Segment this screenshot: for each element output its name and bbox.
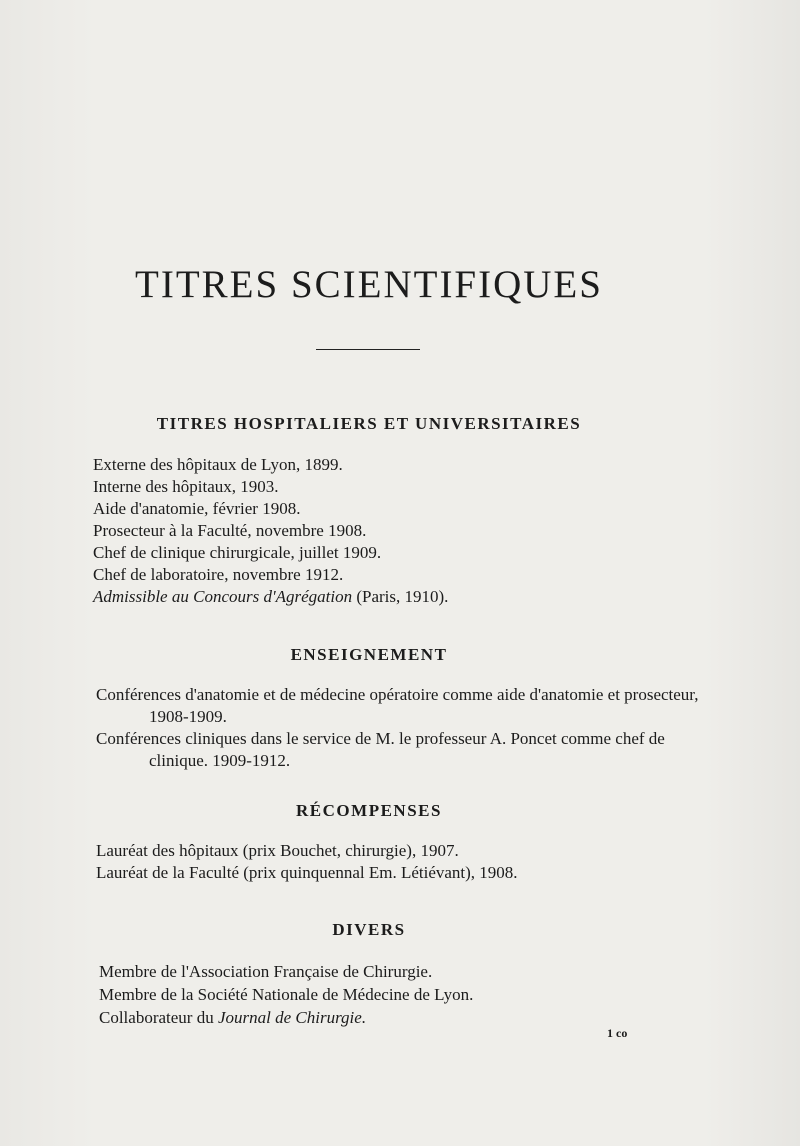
list-item: Interne des hôpitaux, 1903. — [93, 477, 279, 496]
list-item: Conférences cliniques dans le service de M. le professeur A. Poncet comme chef de clinique. 1909-1912. — [96, 729, 665, 770]
enseignement-list — [96, 684, 711, 772]
italic-text: Journal de Chirurgie. — [217, 1008, 367, 1027]
list-item: Membre de l'Association Française de Chirurgie. — [99, 962, 433, 981]
list-item: Lauréat des hôpitaux (prix Bouchet, chirurgie), 1907. — [96, 841, 459, 860]
list-item-text: (Paris, 1910). — [352, 587, 449, 606]
list-item: Lauréat de la Faculté (prix quinquennal Em. Létiévant), 1908. — [96, 863, 518, 882]
hospitaliers-list — [93, 454, 448, 608]
page-title: TITRES SCIENTIFIQUES — [135, 263, 603, 306]
signature-mark: 1 co — [607, 1026, 628, 1040]
list-item: Prosecteur à la Faculté, novembre 1908. — [93, 521, 367, 540]
section-heading-divers: DIVERS — [332, 920, 406, 939]
list-item: Aide d'anatomie, février 1908. — [93, 499, 301, 518]
section-heading-enseignement: ENSEIGNEMENT — [290, 645, 448, 664]
section-heading-hospitaliers: TITRES HOSPITALIERS ET UNIVERSITAIRES — [156, 414, 582, 433]
divers-list — [99, 960, 473, 1029]
list-item: Conférences d'anatomie et de médecine opératoire comme aide d'anatomie et prosecteur, 1908-1909. — [96, 685, 699, 726]
recompenses-list — [96, 840, 518, 884]
list-item: Chef de laboratoire, novembre 1912. — [93, 565, 344, 584]
list-item — [99, 1006, 473, 1029]
list-item-text: Collaborateur du — [99, 1008, 218, 1027]
title-rule — [316, 349, 420, 350]
list-item: Externe des hôpitaux de Lyon, 1899. — [93, 455, 343, 474]
italic-text: Admissible au Concours d'Agrégation — [93, 587, 353, 606]
list-item: Chef de clinique chirurgicale, juillet 1909. — [93, 543, 382, 562]
section-heading-recompenses: RÉCOMPENSES — [296, 801, 442, 820]
list-item: Membre de la Société Nationale de Médecine de Lyon. — [99, 985, 474, 1004]
list-item — [93, 586, 448, 608]
